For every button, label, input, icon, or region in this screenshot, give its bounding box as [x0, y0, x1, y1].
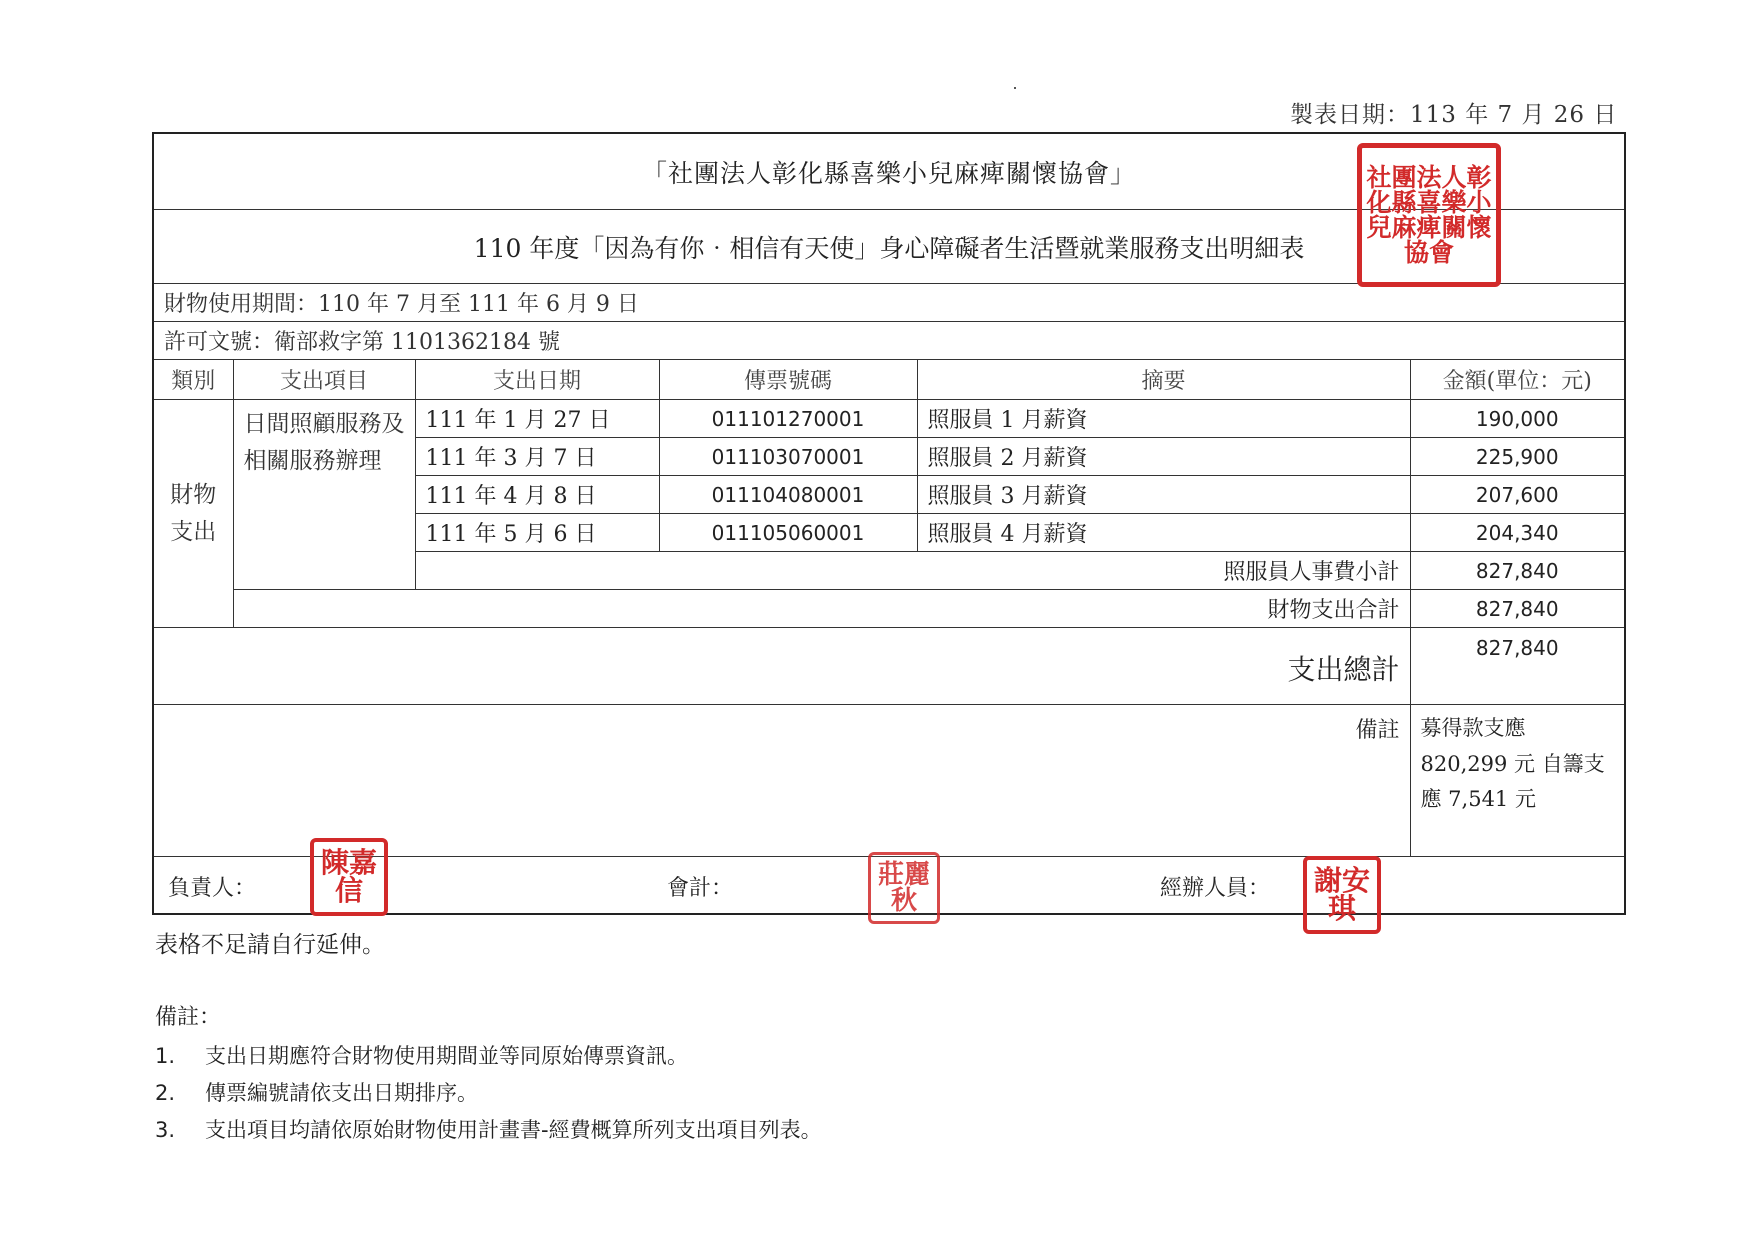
category-cell: 財物支出 — [153, 400, 233, 628]
permit-number: 許可文號：衛部救字第 1101362184 號 — [153, 322, 1625, 360]
handler-label: 經辦人員： — [1160, 876, 1271, 901]
col-voucher: 傳票號碼 — [659, 360, 917, 400]
row-summary: 照服員 1 月薪資 — [917, 400, 1410, 438]
notes-title: 備註： — [155, 1005, 222, 1030]
extend-note: 表格不足請自行延伸。 — [155, 932, 385, 958]
note-item: 1. 支出日期應符合財物使用期間並等同原始傳票資訊。 — [155, 1044, 688, 1068]
col-date: 支出日期 — [415, 360, 659, 400]
accountant-label: 會計： — [667, 876, 734, 901]
total-amount: 827,840 — [1410, 590, 1625, 628]
col-category: 類別 — [153, 360, 233, 400]
row-date: 111 年 4 月 8 日 — [415, 476, 659, 514]
item-cell: 日間照顧服務及相關服務辦理 — [233, 400, 415, 590]
total-label: 財物支出合計 — [233, 590, 1410, 628]
col-item: 支出項目 — [233, 360, 415, 400]
remarks-text: 募得款支應 820,299 元 自籌支應 7,541 元 — [1410, 705, 1625, 857]
total-row — [153, 590, 1625, 628]
row-summary: 照服員 2 月薪資 — [917, 438, 1410, 476]
accountant-seal: 莊麗秋 — [868, 852, 940, 924]
row-date: 111 年 1 月 27 日 — [415, 400, 659, 438]
table-header — [153, 360, 1625, 400]
grand-total-amount: 827,840 — [1410, 628, 1625, 705]
table-row — [153, 400, 1625, 438]
remarks-label: 備註 — [153, 705, 1410, 857]
usage-period: 財物使用期間：110 年 7 月至 111 年 6 月 9 日 — [153, 284, 1625, 322]
row-summary: 照服員 3 月薪資 — [917, 476, 1410, 514]
scan-speck — [1014, 87, 1016, 89]
association-seal: 社團法人彰化縣喜樂小兒麻痺關懷協會 — [1357, 143, 1501, 287]
row-amount: 204,340 — [1410, 514, 1625, 552]
responsible-seal: 陳嘉信 — [310, 838, 388, 916]
organization-name: 「社團法人彰化縣喜樂小兒麻痺關懷協會」 — [153, 133, 1625, 210]
row-summary: 照服員 4 月薪資 — [917, 514, 1410, 552]
subtotal-amount: 827,840 — [1410, 552, 1625, 590]
row-voucher: 011101270001 — [659, 400, 917, 438]
row-amount: 190,000 — [1410, 400, 1625, 438]
row-date: 111 年 3 月 7 日 — [415, 438, 659, 476]
note-item: 3. 支出項目均請依原始財物使用計畫書-經費概算所列支出項目列表。 — [155, 1118, 822, 1142]
col-summary: 摘要 — [917, 360, 1410, 400]
row-amount: 225,900 — [1410, 438, 1625, 476]
grand-total-label: 支出總計 — [153, 628, 1410, 705]
made-date: 製表日期：113 年 7 月 26 日 — [1290, 102, 1618, 128]
row-voucher: 011103070001 — [659, 438, 917, 476]
handler-seal: 謝安琪 — [1303, 856, 1381, 934]
subtotal-label: 照服員人事費小計 — [415, 552, 1410, 590]
row-date: 111 年 5 月 6 日 — [415, 514, 659, 552]
col-amount: 金額(單位：元) — [1410, 360, 1625, 400]
grand-total-row — [153, 628, 1625, 705]
note-item: 2. 傳票編號請依支出日期排序。 — [155, 1081, 478, 1105]
remarks-row — [153, 705, 1625, 857]
row-voucher: 011105060001 — [659, 514, 917, 552]
project-title: 110 年度「因為有你‧相信有天使」身心障礙者生活暨就業服務支出明細表 — [153, 210, 1625, 284]
responsible-label: 負責人： — [168, 876, 257, 901]
row-voucher: 011104080001 — [659, 476, 917, 514]
row-amount: 207,600 — [1410, 476, 1625, 514]
